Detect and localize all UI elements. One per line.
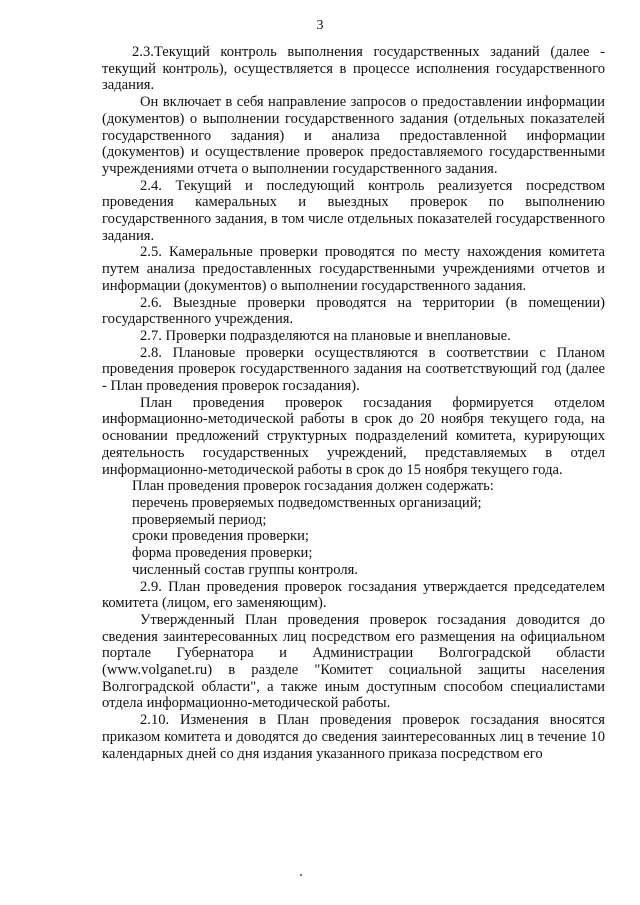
- paragraph-2-9: 2.9. План проведения проверок госзадания утверждается председателем комитета (лицом, его заменяющим).: [102, 578, 605, 612]
- plan-items-list: [102, 495, 605, 579]
- document-body: [102, 44, 605, 762]
- list-item: перечень проверяемых подведомственных организаций;: [132, 494, 482, 511]
- paragraph-plan-formation: План проведения проверок госзадания формируется отделом информационно-методической работы в срок до 20 ноября текущего года, на основании предложений структурных подразделений комитета, курирующих деятельность государственных учреждений, представляемых в отдел информационно-методической работы в срок до 15 ноября текущего года.: [102, 394, 605, 478]
- paragraph-plan-publication: Утвержденный План проведения проверок госзадания доводится до сведения заинтересованных лиц посредством его размещения на официальном портале Губернатора и Администрации Волгоградской области (www.volganet.ru) в разделе "Комитет социальной защиты населения Волгоградской области", а также иным доступным способом специалистами отдела информационно-методической работы.: [102, 611, 605, 712]
- paragraph-current-control: Он включает в себя направление запросов о предоставлении информации (документов) о выполнении государственного задания (отдельных показателей государственного задания) и анализа предоставленной информации (документов) и осуществление проверок предоставляемого государственными учреждениями отчета о выполнении государственного задания.: [102, 94, 605, 177]
- scan-speck: [300, 874, 302, 876]
- page-number: 3: [316, 18, 324, 33]
- list-item: форма проведения проверки;: [132, 545, 313, 562]
- list-item: сроки проведения проверки;: [132, 528, 309, 545]
- paragraph-2-7: 2.7. Проверки подразделяются на плановые и внеплановые.: [140, 327, 511, 344]
- paragraph-2-5: 2.5. Камеральные проверки проводятся по месту нахождения комитета путем анализа предоставленных государственными учреждениями отчетов и информации (документов) о выполнении государственного задания.: [102, 244, 605, 294]
- paragraph-2-3: 2.3.Текущий контроль выполнения государственных заданий (далее - текущий контроль), осуществляется в процессе исполнения государственного задания.: [102, 44, 605, 94]
- paragraph-2-6: 2.6. Выездные проверки проводятся на территории (в помещении) государственного учреждения.: [102, 294, 605, 328]
- paragraph-2-10: 2.10. Изменения в План проведения проверок госзадания вносятся приказом комитета и доводятся до сведения заинтересованных лиц в течение 10 календарных дней со дня издания указанного приказа посредством его: [102, 712, 605, 762]
- paragraph-plan-contents: План проведения проверок госзадания должен содержать:: [132, 478, 494, 495]
- paragraph-2-4: 2.4. Текущий и последующий контроль реализуется посредством проведения камеральных и выездных проверок по выполнению государственного задания, в том числе отдельных показателей государственного задания.: [102, 177, 605, 244]
- list-item: численный состав группы контроля.: [132, 561, 358, 578]
- paragraph-2-8: 2.8. Плановые проверки осуществляются в соответствии с Планом проведения проверок государственного задания на соответствующий год (далее - План проведения проверок госзадания).: [102, 344, 605, 395]
- list-item: проверяемый период;: [132, 511, 267, 528]
